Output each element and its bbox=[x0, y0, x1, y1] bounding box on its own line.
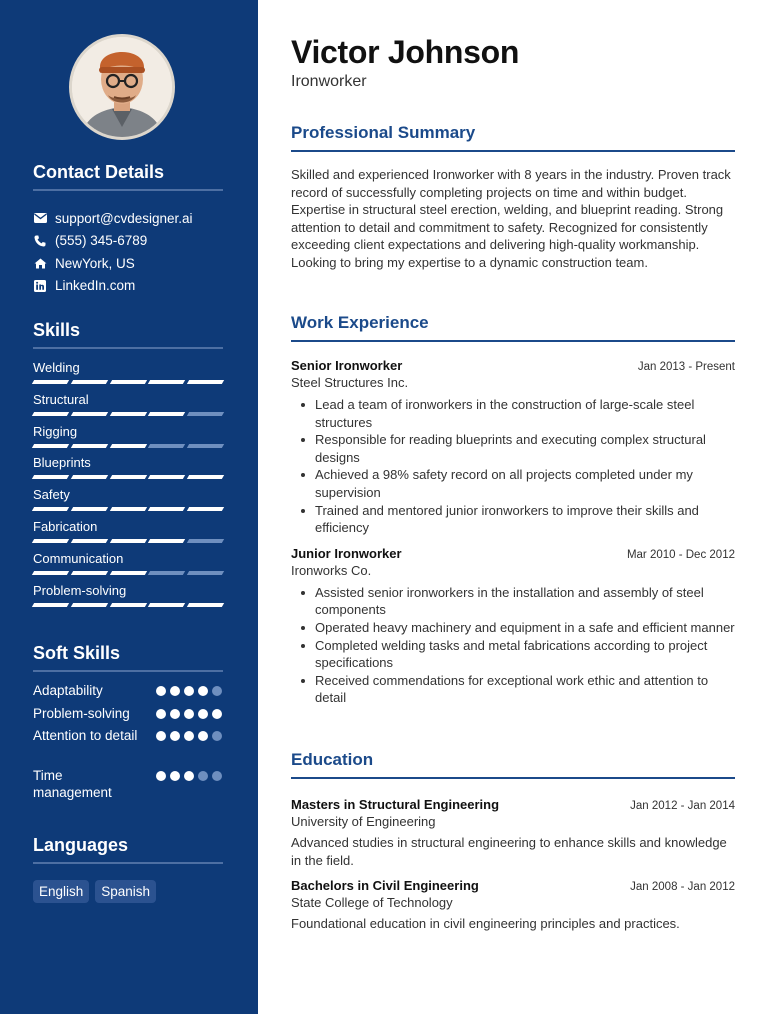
rating-dot bbox=[170, 731, 180, 741]
skill-level-segment bbox=[71, 412, 108, 416]
skill-level-segment bbox=[109, 444, 146, 448]
skill-level-bar bbox=[33, 444, 223, 448]
contact-linkedin-text: LinkedIn.com bbox=[55, 278, 136, 294]
soft-skill-item bbox=[33, 705, 223, 728]
candidate-role: Ironworker bbox=[291, 73, 367, 90]
soft-skill-item bbox=[33, 767, 223, 807]
skill-level-segment bbox=[32, 475, 69, 479]
skill-level-segment bbox=[71, 507, 108, 511]
job-bullet: Lead a team of ironworkers in the construction of large-scale steel structures bbox=[291, 396, 735, 431]
skill-level-segment bbox=[109, 507, 146, 511]
skills-list bbox=[33, 349, 223, 603]
job-bullet: Achieved a 98% safety record on all projects completed under my supervision bbox=[291, 466, 735, 501]
skill-item bbox=[33, 413, 223, 445]
rating-dot bbox=[170, 709, 180, 719]
linkedin-icon bbox=[33, 279, 47, 293]
skill-name: Safety bbox=[33, 487, 70, 503]
skill-level-bar bbox=[33, 539, 223, 543]
skill-name: Fabrication bbox=[33, 518, 98, 534]
skill-level-segment bbox=[187, 380, 224, 384]
envelope-icon bbox=[33, 211, 47, 225]
skill-level-segment bbox=[71, 380, 108, 384]
skill-level-segment bbox=[32, 507, 69, 511]
degree-dates: Jan 2008 - Jan 2012 bbox=[630, 881, 735, 894]
rating-dot bbox=[170, 771, 180, 781]
rating-dot bbox=[156, 771, 166, 781]
experience-section bbox=[291, 313, 735, 707]
skill-level-bar bbox=[33, 603, 223, 607]
education-entry bbox=[291, 878, 735, 933]
candidate-name: Victor Johnson bbox=[291, 34, 520, 70]
soft-skills-section bbox=[33, 643, 223, 807]
skill-level-segment bbox=[187, 539, 224, 543]
rating-dot bbox=[198, 771, 208, 781]
contact-phone[interactable] bbox=[33, 230, 223, 253]
contact-location bbox=[33, 252, 223, 275]
soft-skill-rating bbox=[156, 731, 222, 741]
skills-section bbox=[33, 320, 223, 603]
skill-level-segment bbox=[148, 412, 185, 416]
job-bullet: Responsible for reading blueprints and executing complex structural designs bbox=[291, 431, 735, 466]
summary-text: Skilled and experienced Ironworker with 8 years in the industry. Proven track record of successfully completing projects on time and within budget. Expertise in structural steel erection, welding, and blueprint reading. Strong attention to detail and commitment to safety. Recognized for consistently exceeding client expectations and delivering high-quality workmanship. Looking to bring my expertise to a dynamic construction team. bbox=[291, 167, 731, 270]
job-bullet: Received commendations for exceptional work ethic and attention to detail bbox=[291, 672, 735, 707]
education-section bbox=[291, 750, 735, 933]
job-bullet: Trained and mentored junior ironworkers to improve their skills and efficiency bbox=[291, 502, 735, 537]
soft-skill-item bbox=[33, 682, 223, 705]
summary-section bbox=[291, 123, 735, 272]
soft-skill-name: Time management bbox=[33, 767, 112, 800]
contact-email-text: support@cvdesigner.ai bbox=[55, 210, 193, 226]
degree-description: Advanced studies in structural engineering to enhance skills and knowledge in the field. bbox=[291, 835, 727, 868]
skill-item bbox=[33, 381, 223, 413]
skill-level-segment bbox=[109, 571, 146, 575]
contact-linkedin[interactable] bbox=[33, 275, 223, 298]
profile-photo bbox=[72, 37, 172, 137]
contact-phone-text: (555) 345-6789 bbox=[55, 233, 148, 249]
skill-item bbox=[33, 476, 223, 508]
job-company: Steel Structures Inc. bbox=[291, 375, 409, 390]
skill-name: Problem-solving bbox=[33, 582, 127, 598]
languages-heading: Languages bbox=[33, 835, 223, 864]
job-dates: Mar 2010 - Dec 2012 bbox=[626, 548, 735, 561]
skill-name: Structural bbox=[33, 391, 89, 407]
degree-title: Masters in Structural Engineering bbox=[291, 797, 500, 812]
skill-name: Welding bbox=[33, 360, 80, 375]
soft-skills-list bbox=[33, 682, 223, 807]
rating-dot bbox=[184, 731, 194, 741]
skill-level-segment bbox=[187, 475, 224, 479]
job-entry bbox=[291, 358, 735, 537]
skill-level-bar bbox=[33, 380, 223, 384]
rating-dot bbox=[184, 709, 194, 719]
job-company: Ironworks Co. bbox=[291, 562, 372, 578]
skill-level-segment bbox=[109, 380, 146, 384]
job-bullet: Completed welding tasks and metal fabrications according to project specifications bbox=[291, 637, 735, 672]
soft-skill-item bbox=[33, 727, 223, 767]
rating-dot bbox=[212, 686, 222, 696]
skill-level-segment bbox=[187, 412, 224, 416]
job-bullet: Assisted senior ironworkers in the installation and assembly of steel components bbox=[291, 584, 735, 619]
rating-dot bbox=[156, 709, 166, 719]
education-entry bbox=[291, 797, 735, 869]
school-name: University of Engineering bbox=[291, 814, 436, 829]
soft-skill-rating bbox=[156, 771, 222, 781]
skill-level-segment bbox=[148, 539, 185, 543]
skill-level-segment bbox=[148, 475, 185, 479]
skill-item bbox=[33, 508, 223, 540]
rating-dot bbox=[156, 686, 166, 696]
rating-dot bbox=[212, 731, 222, 741]
skill-level-segment bbox=[109, 539, 146, 543]
job-title: Senior Ironworker bbox=[291, 358, 403, 373]
contact-section bbox=[33, 162, 223, 297]
skill-level-segment bbox=[109, 603, 146, 607]
avatar bbox=[69, 34, 175, 140]
skill-name: Blueprints bbox=[33, 455, 91, 471]
education-heading: Education bbox=[291, 750, 735, 779]
skill-level-segment bbox=[148, 444, 185, 448]
soft-skill-name: Adaptability bbox=[33, 683, 103, 698]
skill-level-segment bbox=[148, 603, 185, 607]
contact-email[interactable] bbox=[33, 207, 223, 230]
skill-name: Communication bbox=[33, 550, 124, 566]
job-entry bbox=[291, 546, 735, 707]
skill-level-segment bbox=[32, 539, 69, 543]
skill-level-segment bbox=[187, 571, 224, 575]
language-tag: English bbox=[33, 880, 89, 903]
skill-level-segment bbox=[148, 380, 185, 384]
skill-item bbox=[33, 349, 223, 381]
skill-level-segment bbox=[71, 475, 108, 479]
rating-dot bbox=[170, 686, 180, 696]
skill-level-segment bbox=[71, 539, 108, 543]
job-dates: Jan 2013 - Present bbox=[637, 361, 735, 373]
soft-skill-name: Problem-solving bbox=[33, 705, 130, 721]
skill-level-segment bbox=[71, 571, 108, 575]
skill-level-segment bbox=[32, 603, 69, 607]
languages-section bbox=[33, 835, 223, 903]
phone-icon bbox=[33, 234, 47, 248]
skill-level-segment bbox=[187, 603, 224, 607]
skill-level-segment bbox=[148, 571, 185, 575]
skill-level-segment bbox=[148, 507, 185, 511]
summary-heading: Professional Summary bbox=[291, 123, 735, 152]
skill-level-segment bbox=[32, 571, 69, 575]
skills-heading: Skills bbox=[33, 320, 223, 349]
rating-dot bbox=[198, 686, 208, 696]
skill-item bbox=[33, 572, 223, 604]
skill-level-segment bbox=[187, 444, 224, 448]
skill-level-bar bbox=[33, 507, 223, 511]
rating-dot bbox=[198, 709, 208, 719]
rating-dot bbox=[156, 731, 166, 741]
skill-name: Rigging bbox=[33, 423, 78, 439]
skill-level-segment bbox=[187, 507, 224, 511]
skill-level-bar bbox=[33, 475, 223, 479]
soft-skill-rating bbox=[156, 709, 222, 719]
experience-heading: Work Experience bbox=[291, 313, 735, 342]
skill-level-segment bbox=[32, 380, 69, 384]
sidebar bbox=[0, 0, 258, 1014]
rating-dot bbox=[184, 686, 194, 696]
skill-level-bar bbox=[33, 412, 223, 416]
skill-level-segment bbox=[32, 444, 69, 448]
skill-item bbox=[33, 540, 223, 572]
skill-level-segment bbox=[32, 412, 69, 416]
degree-title: Bachelors in Civil Engineering bbox=[291, 878, 479, 894]
skill-level-segment bbox=[71, 444, 108, 448]
soft-skills-heading: Soft Skills bbox=[33, 643, 223, 672]
job-title: Junior Ironworker bbox=[291, 545, 402, 561]
job-bullet: Operated heavy machinery and equipment in a safe and efficient manner bbox=[291, 619, 735, 637]
skill-level-segment bbox=[109, 475, 146, 479]
contact-heading: Contact Details bbox=[33, 162, 223, 191]
language-tag: Spanish bbox=[95, 880, 156, 903]
soft-skill-rating bbox=[156, 686, 222, 696]
soft-skill-name: Attention to detail bbox=[33, 728, 138, 743]
contact-location-text: NewYork, US bbox=[55, 255, 135, 271]
home-icon bbox=[33, 256, 47, 270]
skill-item bbox=[33, 444, 223, 476]
school-name: State College of Technology bbox=[291, 895, 453, 911]
skill-level-segment bbox=[109, 412, 146, 416]
rating-dot bbox=[212, 709, 222, 719]
rating-dot bbox=[184, 771, 194, 781]
skill-level-bar bbox=[33, 571, 223, 575]
skill-level-segment bbox=[71, 603, 108, 607]
rating-dot bbox=[198, 731, 208, 741]
degree-description: Foundational education in civil engineering principles and practices. bbox=[291, 916, 680, 932]
degree-dates: Jan 2012 - Jan 2014 bbox=[630, 800, 735, 812]
rating-dot bbox=[212, 771, 222, 781]
